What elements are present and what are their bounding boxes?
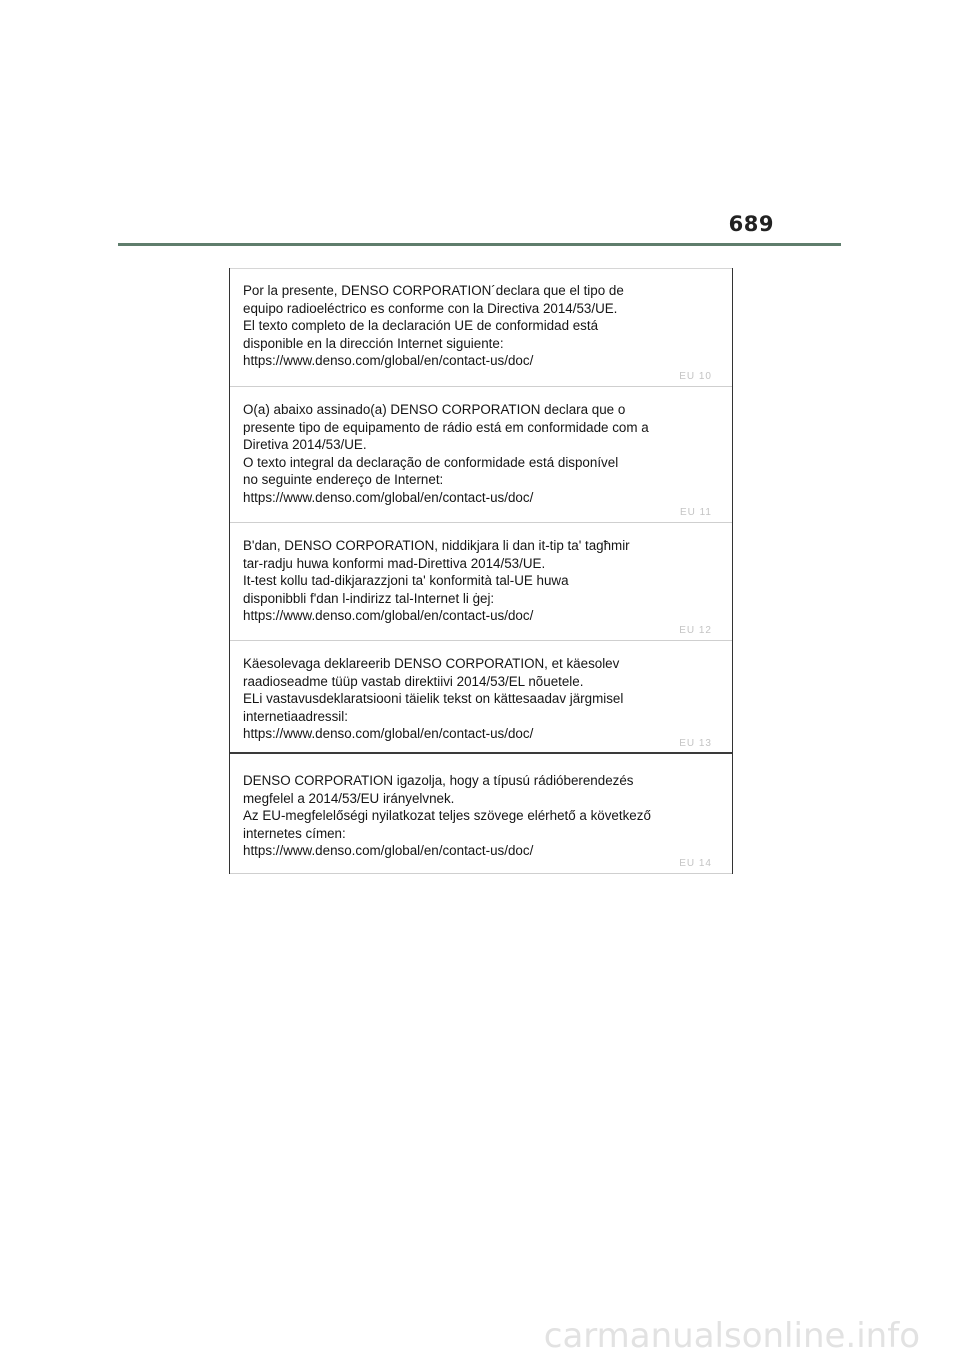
section-divider xyxy=(230,873,732,874)
declaration-line: megfelel a 2014/53/EU irányelvnek. xyxy=(243,790,455,806)
declaration-url: https://www.denso.com/global/en/contact-us/doc/ xyxy=(243,843,534,858)
declaration-line: It-test kollu tad-dikjarazzjoni ta' konformità tal-UE huwa xyxy=(243,573,569,588)
declaration-text xyxy=(243,537,724,625)
declaration-text xyxy=(243,401,724,506)
declaration-section-hungarian xyxy=(230,754,732,874)
header-rule xyxy=(118,243,841,246)
declaration-text xyxy=(243,282,724,370)
declaration-line: internetiaadressil: xyxy=(243,708,348,724)
declaration-line: internetes címen: xyxy=(243,825,346,841)
declaration-line: presente tipo de equipamento de rádio está em conformidade com a xyxy=(243,419,649,435)
declaration-section-estonian xyxy=(230,641,732,754)
declaration-box xyxy=(229,268,733,874)
declaration-url: https://www.denso.com/global/en/contact-us/doc/ xyxy=(243,726,534,741)
declaration-line: El texto completo de la declaración UE de conformidad está xyxy=(243,318,599,333)
declaration-line: Diretiva 2014/53/UE. xyxy=(243,437,367,452)
declaration-line: equipo radioeléctrico es conforme con la Directiva 2014/53/UE. xyxy=(243,300,618,316)
declaration-line: disponibbli f'dan l-indirizz tal-Internet li ġej: xyxy=(243,590,495,606)
declaration-url: https://www.denso.com/global/en/contact-us/doc/ xyxy=(243,353,534,368)
declaration-line: O texto integral da declaração de conformidade está disponível xyxy=(243,454,619,470)
declaration-url: https://www.denso.com/global/en/contact-us/doc/ xyxy=(243,489,534,505)
declaration-section-maltese xyxy=(230,523,732,641)
declaration-line: disponible en la dirección Internet siguiente: xyxy=(243,335,504,351)
declaration-section-portuguese xyxy=(230,387,732,523)
page-number: 689 xyxy=(728,212,774,236)
declaration-line: Por la presente, DENSO CORPORATION´declara que el tipo de xyxy=(243,283,624,298)
declaration-url: https://www.denso.com/global/en/contact-us/doc/ xyxy=(243,608,534,623)
declaration-section-spanish xyxy=(230,268,732,387)
section-ref-code: EU 12 xyxy=(679,625,712,636)
site-watermark: carmanualsonline.info xyxy=(543,1316,920,1356)
section-ref-code: EU 14 xyxy=(679,858,712,869)
declaration-line: O(a) abaixo assinado(a) DENSO CORPORATION declara que o xyxy=(243,402,626,417)
section-ref-code: EU 11 xyxy=(679,507,712,518)
declaration-line: Käesolevaga deklareerib DENSO CORPORATION, et käesolev xyxy=(243,656,620,671)
declaration-line: ELi vastavusdeklaratsiooni täielik tekst on kättesaadav järgmisel xyxy=(243,691,624,706)
declaration-line: raadioseadme tüüp vastab direktiivi 2014/53/EL nõuetele. xyxy=(243,673,584,689)
declaration-line: DENSO CORPORATION igazolja, hogy a típusú rádióberendezés xyxy=(243,773,634,788)
declaration-line: B'dan, DENSO CORPORATION, niddikjara li dan it-tip ta' tagħmir xyxy=(243,538,630,553)
declaration-line: Az EU-megfelelőségi nyilatkozat teljes szövege elérhető a következő xyxy=(243,808,651,823)
declaration-text xyxy=(243,655,724,743)
declaration-line: no seguinte endereço de Internet: xyxy=(243,472,444,487)
declaration-line: tar-radju huwa konformi mad-Direttiva 2014/53/UE. xyxy=(243,555,546,571)
section-ref-code: EU 13 xyxy=(679,738,712,749)
declaration-text xyxy=(243,772,724,860)
section-ref-code: EU 10 xyxy=(679,371,712,382)
